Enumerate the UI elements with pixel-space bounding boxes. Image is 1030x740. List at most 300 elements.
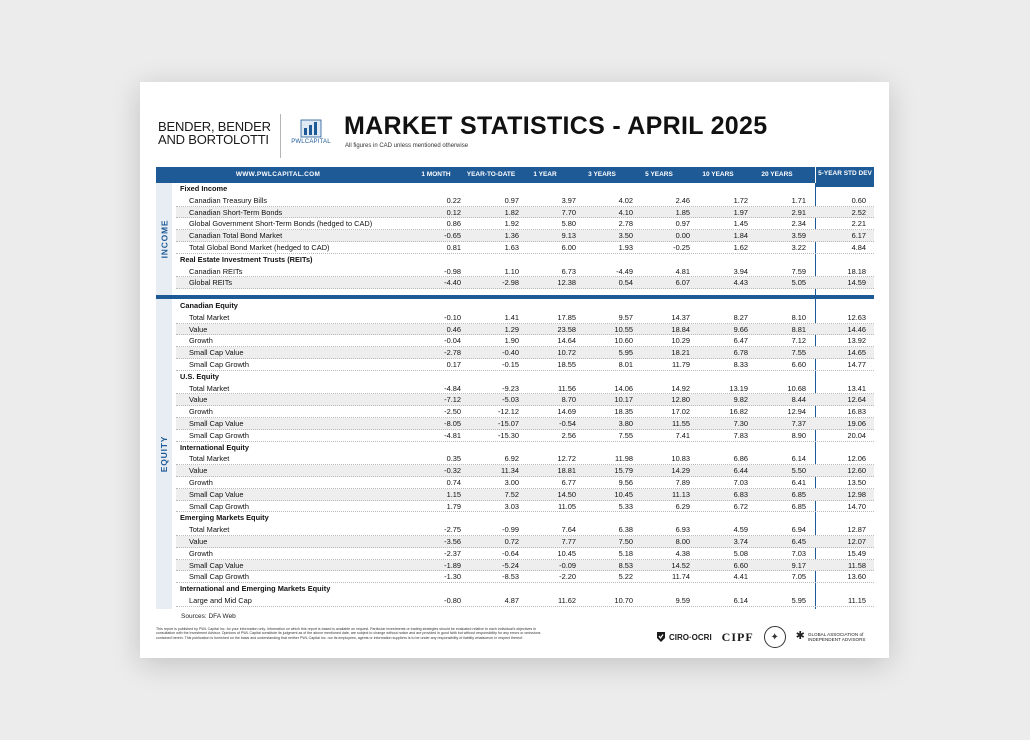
value-cell: 12.38 [557,278,576,288]
value-cell: -0.15 [502,360,519,369]
footer-logos [655,627,866,647]
table-row [176,465,874,477]
value-cell: 5.05 [791,278,806,288]
value-cell: 1.82 [504,207,519,217]
value-cell: 11.55 [672,419,690,428]
row-label: Growth [189,548,213,558]
table-row [176,312,874,324]
value-cell: 1.84 [733,231,748,241]
value-cell: 11.74 [672,572,690,582]
value-cell: 3.94 [733,266,748,276]
table-row [176,266,874,278]
value-cell: 9.13 [561,231,576,241]
value-cell: 2.52 [851,207,866,217]
value-cell: -0.04 [444,336,461,346]
value-cell: 6.07 [675,278,690,288]
value-cell: 10.70 [614,596,633,605]
value-cell: 6.85 [791,489,806,499]
value-cell: 1.85 [675,207,690,217]
value-cell: 11.98 [615,454,633,464]
value-cell: 18.35 [614,407,633,417]
value-cell: 8.53 [618,560,633,570]
value-cell: 0.22 [446,195,461,205]
value-cell: 7.30 [733,419,748,428]
table-header [156,167,874,183]
value-cell: 6.44 [733,466,748,476]
table-row [176,347,874,359]
value-cell: 4.84 [851,243,866,252]
value-cell: -4.40 [444,278,461,288]
value-cell: 1.41 [504,312,519,322]
value-cell: 7.83 [733,430,748,440]
value-cell: 13.92 [847,336,866,346]
value-cell: 6.29 [675,501,690,511]
value-cell: 10.29 [671,336,690,346]
value-cell: 23.58 [557,324,576,334]
table-row [176,195,874,207]
table-row [176,489,874,501]
seal-icon: ✦ [764,626,786,648]
value-cell: 6.92 [504,454,519,464]
value-cell: 1.92 [504,219,519,229]
value-cell: 12.63 [847,312,866,322]
row-label: Value [189,324,208,334]
table-row [176,548,874,560]
value-cell: 1.63 [504,243,519,252]
value-cell: 1.72 [733,195,748,205]
value-cell: 7.70 [561,207,576,217]
brand-line-1: BENDER, BENDER [158,119,271,134]
value-cell: -7.12 [444,395,461,405]
bbb-logo [158,120,271,146]
value-cell: 13.60 [847,572,866,582]
value-cell: 6.45 [791,537,806,546]
value-cell: 10.83 [671,454,690,464]
value-cell: 0.60 [851,195,866,205]
cipf-logo: CIPF [721,629,754,644]
row-label: Total Global Bond Market (hedged to CAD) [189,243,330,252]
value-cell: 6.73 [561,266,576,276]
section-title: International Equity [180,442,249,452]
value-cell: 12.87 [847,525,866,535]
value-cell: 6.41 [791,478,806,487]
value-cell: -2.75 [444,525,461,535]
value-cell: -5.03 [502,395,519,405]
value-cell: 1.79 [446,501,461,511]
value-cell: -0.65 [444,231,461,241]
value-cell: 5.95 [618,348,633,358]
value-cell: 7.12 [791,336,806,346]
value-cell: 18.21 [671,348,690,358]
value-cell: 0.46 [446,324,461,334]
value-cell: 6.38 [618,525,633,535]
value-cell: 11.34 [501,466,519,476]
table-row [176,394,874,406]
value-cell: 12.06 [847,454,866,464]
pwl-logo [290,118,332,145]
value-cell: 4.41 [733,572,748,582]
section-title: Canadian Equity [180,301,238,310]
value-cell: 3.50 [618,231,633,241]
table-row [176,524,874,536]
value-cell: 8.90 [791,430,806,440]
section-heading [176,300,874,312]
value-cell: 4.43 [733,278,748,288]
ciro-logo [655,631,712,643]
value-cell: 0.72 [504,537,519,546]
value-cell: 9.57 [618,312,633,322]
table-row [176,324,874,336]
row-label: Value [189,395,208,405]
value-cell: 5.22 [618,572,633,582]
value-cell: 2.46 [675,195,690,205]
row-label: Total Market [189,312,230,322]
value-cell: 18.55 [557,360,576,369]
value-cell: 15.49 [847,548,866,558]
row-label: Growth [189,336,213,346]
gaia-star-icon: ✱ [795,630,805,643]
value-cell: -8.05 [444,419,461,428]
value-cell: 6.00 [561,243,576,252]
value-cell: 6.47 [733,336,748,346]
value-cell: 6.72 [733,501,748,511]
value-cell: 4.59 [733,525,748,535]
value-cell: 6.17 [851,231,866,241]
value-cell: 0.17 [446,360,461,369]
table-row [176,571,874,583]
value-cell: 3.22 [791,243,806,252]
row-label: Total Market [189,383,230,393]
value-cell: 14.52 [671,560,690,570]
value-cell: 9.56 [618,478,633,487]
value-cell: 18.81 [557,466,576,476]
section-heading [176,183,874,195]
value-cell: 6.14 [791,454,806,464]
row-label: Global Government Short-Term Bonds (hedged to CAD) [189,219,373,229]
section-title: International and Emerging Markets Equity [180,584,331,594]
table-row [176,207,874,219]
table-row [176,477,874,489]
value-cell: 16.82 [729,407,748,417]
row-label: Small Cap Growth [189,572,249,582]
value-cell: 0.00 [675,231,690,241]
value-cell: 7.89 [675,478,690,487]
value-cell: 0.97 [675,219,690,229]
value-cell: -0.64 [502,548,519,558]
value-cell: 9.17 [791,560,806,570]
section-heading [176,254,874,266]
value-cell: 2.56 [561,430,576,440]
column-header: 5 YEARS [645,171,673,178]
value-cell: 11.13 [672,489,690,499]
gaia-line-2: INDEPENDENT ADVISORS [807,637,866,642]
value-cell: 3.03 [504,501,519,511]
value-cell: 10.45 [557,548,576,558]
table-row [176,230,874,242]
value-cell: 8.01 [618,360,633,369]
value-cell: -0.80 [444,596,461,605]
value-cell: 10.60 [614,336,633,346]
row-label: Small Cap Growth [189,430,249,440]
value-cell: -4.84 [444,383,461,393]
value-cell: 12.94 [787,407,806,417]
value-cell: -3.56 [444,537,461,546]
column-header: 5-YEAR STD DEV [815,167,874,187]
gaia-line-1: GLOBAL ASSOCIATION of [807,631,864,637]
value-cell: 13.41 [847,383,866,393]
value-cell: 11.58 [848,560,866,570]
table-row [176,430,874,442]
value-cell: 8.44 [791,395,806,405]
table-row [176,383,874,395]
value-cell: 6.60 [733,560,748,570]
column-header: 10 YEARS [702,171,734,178]
website-link[interactable]: WWW.PWLCAPITAL.COM [235,171,321,178]
row-label: Canadian Total Bond Market [189,231,283,241]
value-cell: -2.20 [559,572,576,582]
value-cell: 7.55 [791,348,806,358]
value-cell: 2.21 [851,219,866,229]
section-title: Real Estate Investment Trusts (REITs) [180,254,313,264]
value-cell: 4.81 [675,266,690,276]
value-cell: 14.37 [671,312,690,322]
value-cell: 3.59 [791,231,806,241]
column-header: 20 YEARS [761,171,793,178]
row-label: Total Market [189,525,230,535]
row-label: Global REITs [189,278,233,288]
value-cell: -15.07 [498,419,519,428]
value-cell: 1.62 [733,243,748,252]
value-cell: -4.81 [444,430,461,440]
value-cell: -1.30 [444,572,461,582]
gaia-logo [796,632,866,642]
value-cell: 10.72 [557,348,576,358]
report-page [140,82,889,658]
value-cell: -0.40 [502,348,519,358]
value-cell: 6.85 [791,501,806,511]
value-cell: 13.50 [847,478,866,487]
value-cell: 6.94 [791,525,806,535]
value-cell: 10.68 [787,383,806,393]
value-cell: 9.66 [733,324,748,334]
section-heading [176,442,874,454]
value-cell: 7.52 [504,489,519,499]
value-cell: 6.86 [733,454,748,464]
row-label: Small Cap Value [189,419,244,428]
value-cell: 8.10 [791,312,806,322]
value-cell: 5.95 [791,596,806,605]
value-cell: 1.93 [618,243,633,252]
value-cell: 7.03 [733,478,748,487]
income-label: INCOME [159,219,169,259]
value-cell: -9.23 [502,383,519,393]
value-cell: 1.29 [504,324,519,334]
value-cell: 0.35 [446,454,461,464]
value-cell: -2.78 [444,348,461,358]
row-label: Canadian REITs [189,266,243,276]
value-cell: 14.92 [671,383,690,393]
value-cell: 7.41 [675,430,690,440]
value-cell: 11.79 [672,360,690,369]
value-cell: 16.83 [847,407,866,417]
value-cell: 14.64 [557,336,576,346]
value-cell: 14.29 [671,466,690,476]
value-cell: 2.34 [791,219,806,229]
value-cell: 0.81 [446,243,461,252]
value-cell: 11.62 [558,596,576,605]
value-cell: 1.97 [733,207,748,217]
table-row [176,218,874,230]
value-cell: 19.06 [847,419,866,428]
value-cell: 4.38 [675,548,690,558]
row-label: Small Cap Growth [189,360,249,369]
table-row [176,359,874,371]
value-cell: -0.25 [673,243,690,252]
value-cell: 8.81 [791,324,806,334]
value-cell: 20.04 [847,430,866,440]
value-cell: 6.93 [675,525,690,535]
value-cell: 9.82 [733,395,748,405]
value-cell: 8.70 [561,395,576,405]
ciro-text: CIRO·OCRI [669,632,712,642]
value-cell: 0.12 [446,207,461,217]
value-cell: 5.80 [561,219,576,229]
value-cell: 14.50 [557,489,576,499]
value-cell: 7.05 [791,572,806,582]
value-cell: 3.80 [618,419,633,428]
ciro-check-icon [655,631,667,643]
value-cell: -5.24 [502,560,519,570]
section-divider [156,295,874,299]
column-header: 1 MONTH [421,171,451,178]
logo-divider [280,114,281,158]
value-cell: -2.50 [444,407,461,417]
brand-line-2: AND BORTOLOTTI [158,132,269,147]
table-row [176,418,874,430]
table-row [176,453,874,465]
value-cell: 14.69 [557,407,576,417]
value-cell: 12.72 [557,454,576,464]
value-cell: -0.10 [444,312,461,322]
table-row [176,560,874,572]
value-cell: 1.90 [504,336,519,346]
value-cell: 12.98 [847,489,866,499]
value-cell: 5.08 [733,548,748,558]
value-cell: -0.32 [444,466,461,476]
row-label: Total Market [189,454,230,464]
row-label: Large and Mid Cap [189,596,252,605]
value-cell: 10.55 [614,324,633,334]
section-heading [176,583,874,595]
value-cell: -2.37 [444,548,461,558]
value-cell: 11.05 [558,501,576,511]
row-label: Small Cap Value [189,560,244,570]
pwl-bars-icon [300,118,322,138]
value-cell: 11.15 [848,596,866,605]
value-cell: 14.59 [847,278,866,288]
column-header: 1 YEAR [533,171,557,178]
row-label: Value [189,537,208,546]
value-cell: -15.30 [498,430,519,440]
sources-note: Sources: DFA Web [181,613,236,620]
value-cell: 7.55 [618,430,633,440]
value-cell: 13.19 [729,383,748,393]
value-cell: 7.50 [618,537,633,546]
row-label: Small Cap Value [189,489,244,499]
value-cell: 6.83 [733,489,748,499]
value-cell: 17.85 [557,312,576,322]
value-cell: 6.14 [733,596,748,605]
equity-label: EQUITY [159,435,170,473]
value-cell: 12.80 [671,395,690,405]
value-cell: -8.53 [502,572,519,582]
value-cell: 9.59 [675,596,690,605]
value-cell: 15.79 [614,466,633,476]
table-row [176,335,874,347]
row-label: Growth [189,407,213,417]
value-cell: 7.03 [791,548,806,558]
row-label: Canadian Short-Term Bonds [189,207,283,217]
column-header: YEAR-TO-DATE [466,171,516,178]
value-cell: 12.64 [847,395,866,405]
value-cell: 1.71 [791,195,806,205]
value-cell: 14.46 [847,324,866,334]
value-cell: 1.36 [504,231,519,241]
value-cell: -0.98 [444,266,461,276]
value-cell: 18.84 [671,324,690,334]
value-cell: 7.64 [561,525,576,535]
value-cell: 12.60 [847,466,866,476]
value-cell: 14.70 [847,501,866,511]
value-cell: 4.87 [504,596,519,605]
value-cell: 14.06 [614,383,633,393]
table-row [176,536,874,548]
value-cell: -1.89 [444,560,461,570]
value-cell: 6.77 [561,478,576,487]
value-cell: -12.12 [498,407,519,417]
value-cell: 0.86 [446,219,461,229]
value-cell: 2.91 [791,207,806,217]
value-cell: 8.33 [733,360,748,369]
section-heading [176,512,874,524]
value-cell: 8.00 [675,537,690,546]
value-cell: 6.78 [733,348,748,358]
value-cell: 18.18 [847,266,866,276]
value-cell: -0.99 [502,525,519,535]
value-cell: 8.27 [733,312,748,322]
value-cell: -2.98 [502,278,519,288]
value-cell: 14.77 [847,360,866,369]
value-cell: -0.54 [559,419,576,428]
disclaimer: This report is published by PWL Capital Inc. for your information only. Information on which this report is based is available on request. Particular investments or trading strategies should be evaluated relative to each individual's objectives in consultation with the Investment Advisor. Opinions of PWL Capital constitute its judgment as of the above mentioned date, are subject to change without notice and are provided in good faith but without responsibility for any errors or omissions contained herein. This publication is furnished on the basis and understanding that neither PWL Capital Inc. nor its employees, agents or information suppliers is to be under any responsibility of liability whatsoever in respect thereof. [156,627,541,640]
table-row [176,406,874,418]
value-cell: 12.07 [847,537,866,546]
table-row [176,501,874,513]
value-cell: 1.15 [446,489,461,499]
row-label: Small Cap Value [189,348,244,358]
value-cell: -0.09 [559,560,576,570]
value-cell: 10.17 [614,395,633,405]
value-cell: 7.77 [561,537,576,546]
value-cell: 5.50 [791,466,806,476]
row-label: Canadian Treasury Bills [189,195,268,205]
value-cell: 5.18 [618,548,633,558]
page-subtitle: All figures in CAD unless mentioned otherwise [345,143,469,149]
value-cell: 17.02 [671,407,690,417]
table-row [176,277,874,289]
table-row [176,595,874,607]
value-cell: 10.45 [614,489,633,499]
